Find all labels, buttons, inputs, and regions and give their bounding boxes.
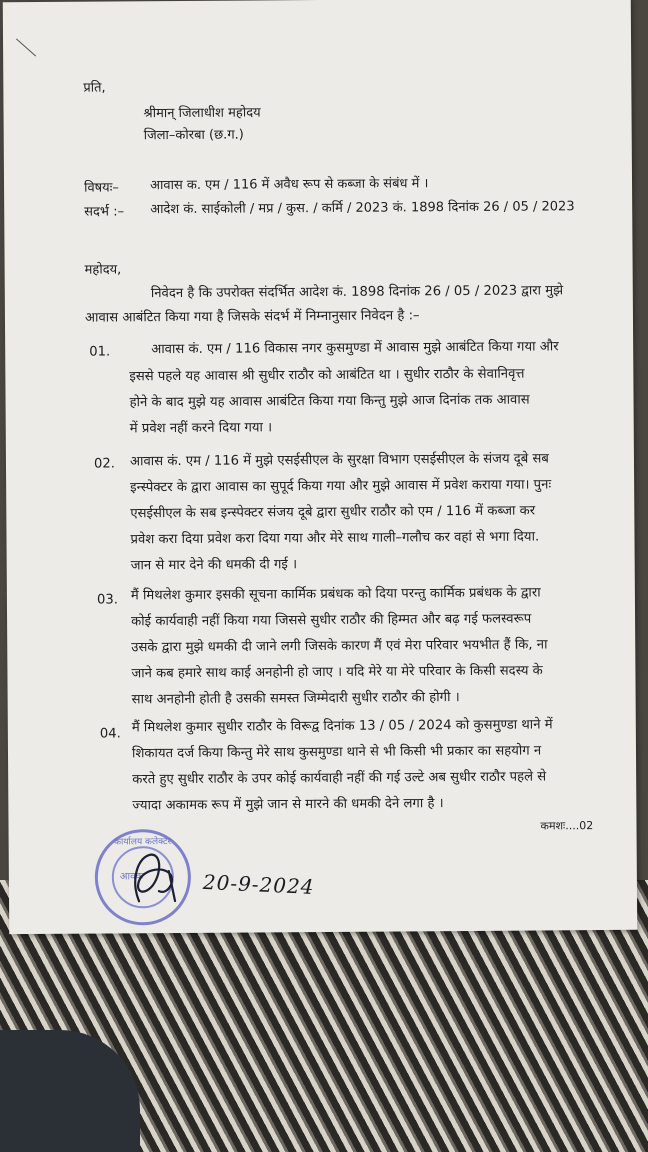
- stamp-mid-text: आवक: [119, 871, 144, 883]
- point-number: 01.: [89, 344, 111, 360]
- salutation: महोदय,: [84, 262, 122, 278]
- point-line: होने के बाद मुझे यह आवास आबंटित किया गया किन्तु मुझे आज दिनांक तक आवास: [129, 392, 530, 411]
- point-line: जाने कब हमारे साथ काई अनहोनी हो जाए । यदि मेरे या मेरे परिवार के किसी सदस्य के: [131, 663, 543, 682]
- point-line: इससे पहले यह आवास श्री सुधीर राठौर को आबंटित था । सुधीर राठौर के सेवानिवृत्त: [129, 366, 525, 385]
- point-line: प्रवेश करा दिया प्रवेश करा दिया गया और मेरे साथ गाली–गलौच कर वहां से भगा दिया.: [130, 529, 540, 548]
- point-line: उसके द्वारा मुझे धमकी दी जाने लगी जिसके कारण मैं एवं मेरा परिवार भयभीत हैं कि, ना: [131, 637, 548, 656]
- point-line: जान से मार देने की धमकी दी गई ।: [130, 557, 298, 574]
- subject-text: आवास क. एम / 116 में अवैध रूप से कब्जा के संबंध में ।: [149, 176, 429, 194]
- handwritten-date: 20-9-2024: [202, 869, 316, 899]
- point-line: इन्स्पेक्टर के द्वारा आवास का सुपूर्द किया गया और मुझे आवास में प्रवेश कराया गया। पुनः: [130, 477, 552, 496]
- point-line: साथ अनहोनी होती है उसकी समस्त जिम्मेदारी सुधीर राठौर की होगी ।: [131, 690, 460, 708]
- continued-marker: कमशः....02: [540, 819, 594, 833]
- point-line: कोई कार्यवाही नहीं किया गया जिससे सुधीर राठौर की हिम्मत और बढ़ गई फलस्वरूप: [131, 611, 532, 630]
- point-line: ज्यादा अकामक रूप में मुझे जान से मारने की धमकी देने लगा है ।: [132, 796, 444, 814]
- point-line: आवास कं. एम / 116 में मुझे एसईसीएल के सुरक्षा विभाग एसईसीएल के संजय दूबे सब: [129, 451, 550, 470]
- point-line: मैं मिथलेश कुमार इसकी सूचना कार्मिक प्रबंधक को दिया परन्तु कार्मिक प्रबंधक के द्वारा: [130, 585, 541, 604]
- addressee-line1: श्रीमान् जिलाधीश महोदय: [143, 105, 261, 122]
- stamp-text: कार्यालय कलेक्टर: [114, 837, 172, 848]
- point-number: 02.: [93, 456, 116, 472]
- point-line: शिकायत दर्ज किया किन्तु मेरे साथ कुसमुण्डा थाने से भी किसी भी प्रकार का सहयोग न: [131, 743, 542, 762]
- signature: [109, 841, 199, 912]
- point-line: करते हुए सुधीर राठौर के उपर कोई कार्यवाही नहीं की गई उल्टे अब सुधीर राठौर पहले से: [132, 769, 547, 788]
- point-line: एसईसीएल के सब इन्स्पेक्टर संजय दूबे द्वारा सुधीर राठौर को एम / 116 में कब्जा कर: [130, 503, 536, 522]
- subject-label: विषयः–: [84, 180, 119, 196]
- point-line: में प्रवेश नहीं करने दिया गया ।: [129, 420, 273, 437]
- letter-page: [3, 0, 637, 934]
- reference-text: आदेश कं. साईकोली / मप्र / कुस. / कर्मि / 2023 कं. 1898 दिनांक 26 / 05 / 2023: [150, 199, 575, 218]
- paper-mark: [16, 39, 36, 57]
- point-number: 03.: [96, 592, 118, 608]
- point-line: आवास कं. एम / 116 विकास नगर कुसमुण्डा में आवास मुझे आबंटित किया गया और: [151, 339, 559, 358]
- reference-label: सदर्भ :–: [84, 204, 125, 220]
- addressee-line2: जिला–कोरबा (छ.ग.): [143, 127, 244, 144]
- point-number: 04.: [99, 726, 121, 742]
- intro-line: आवास आबंटित किया गया है जिसके संदर्भ में निम्नानुसार निवेदन है :–: [84, 308, 420, 326]
- to-label: प्रति,: [83, 80, 106, 96]
- intro-line: निवेदन है कि उपरोक्त संदर्भित आदेश कं. 1898 दिनांक 26 / 05 / 2023 द्वारा मुझे: [150, 283, 564, 302]
- point-line: मैं मिथलेश कुमार सुधीर राठौर के विरूद्व दिनांक 13 / 05 / 2024 को कुसमुण्डा थाने में: [131, 717, 553, 736]
